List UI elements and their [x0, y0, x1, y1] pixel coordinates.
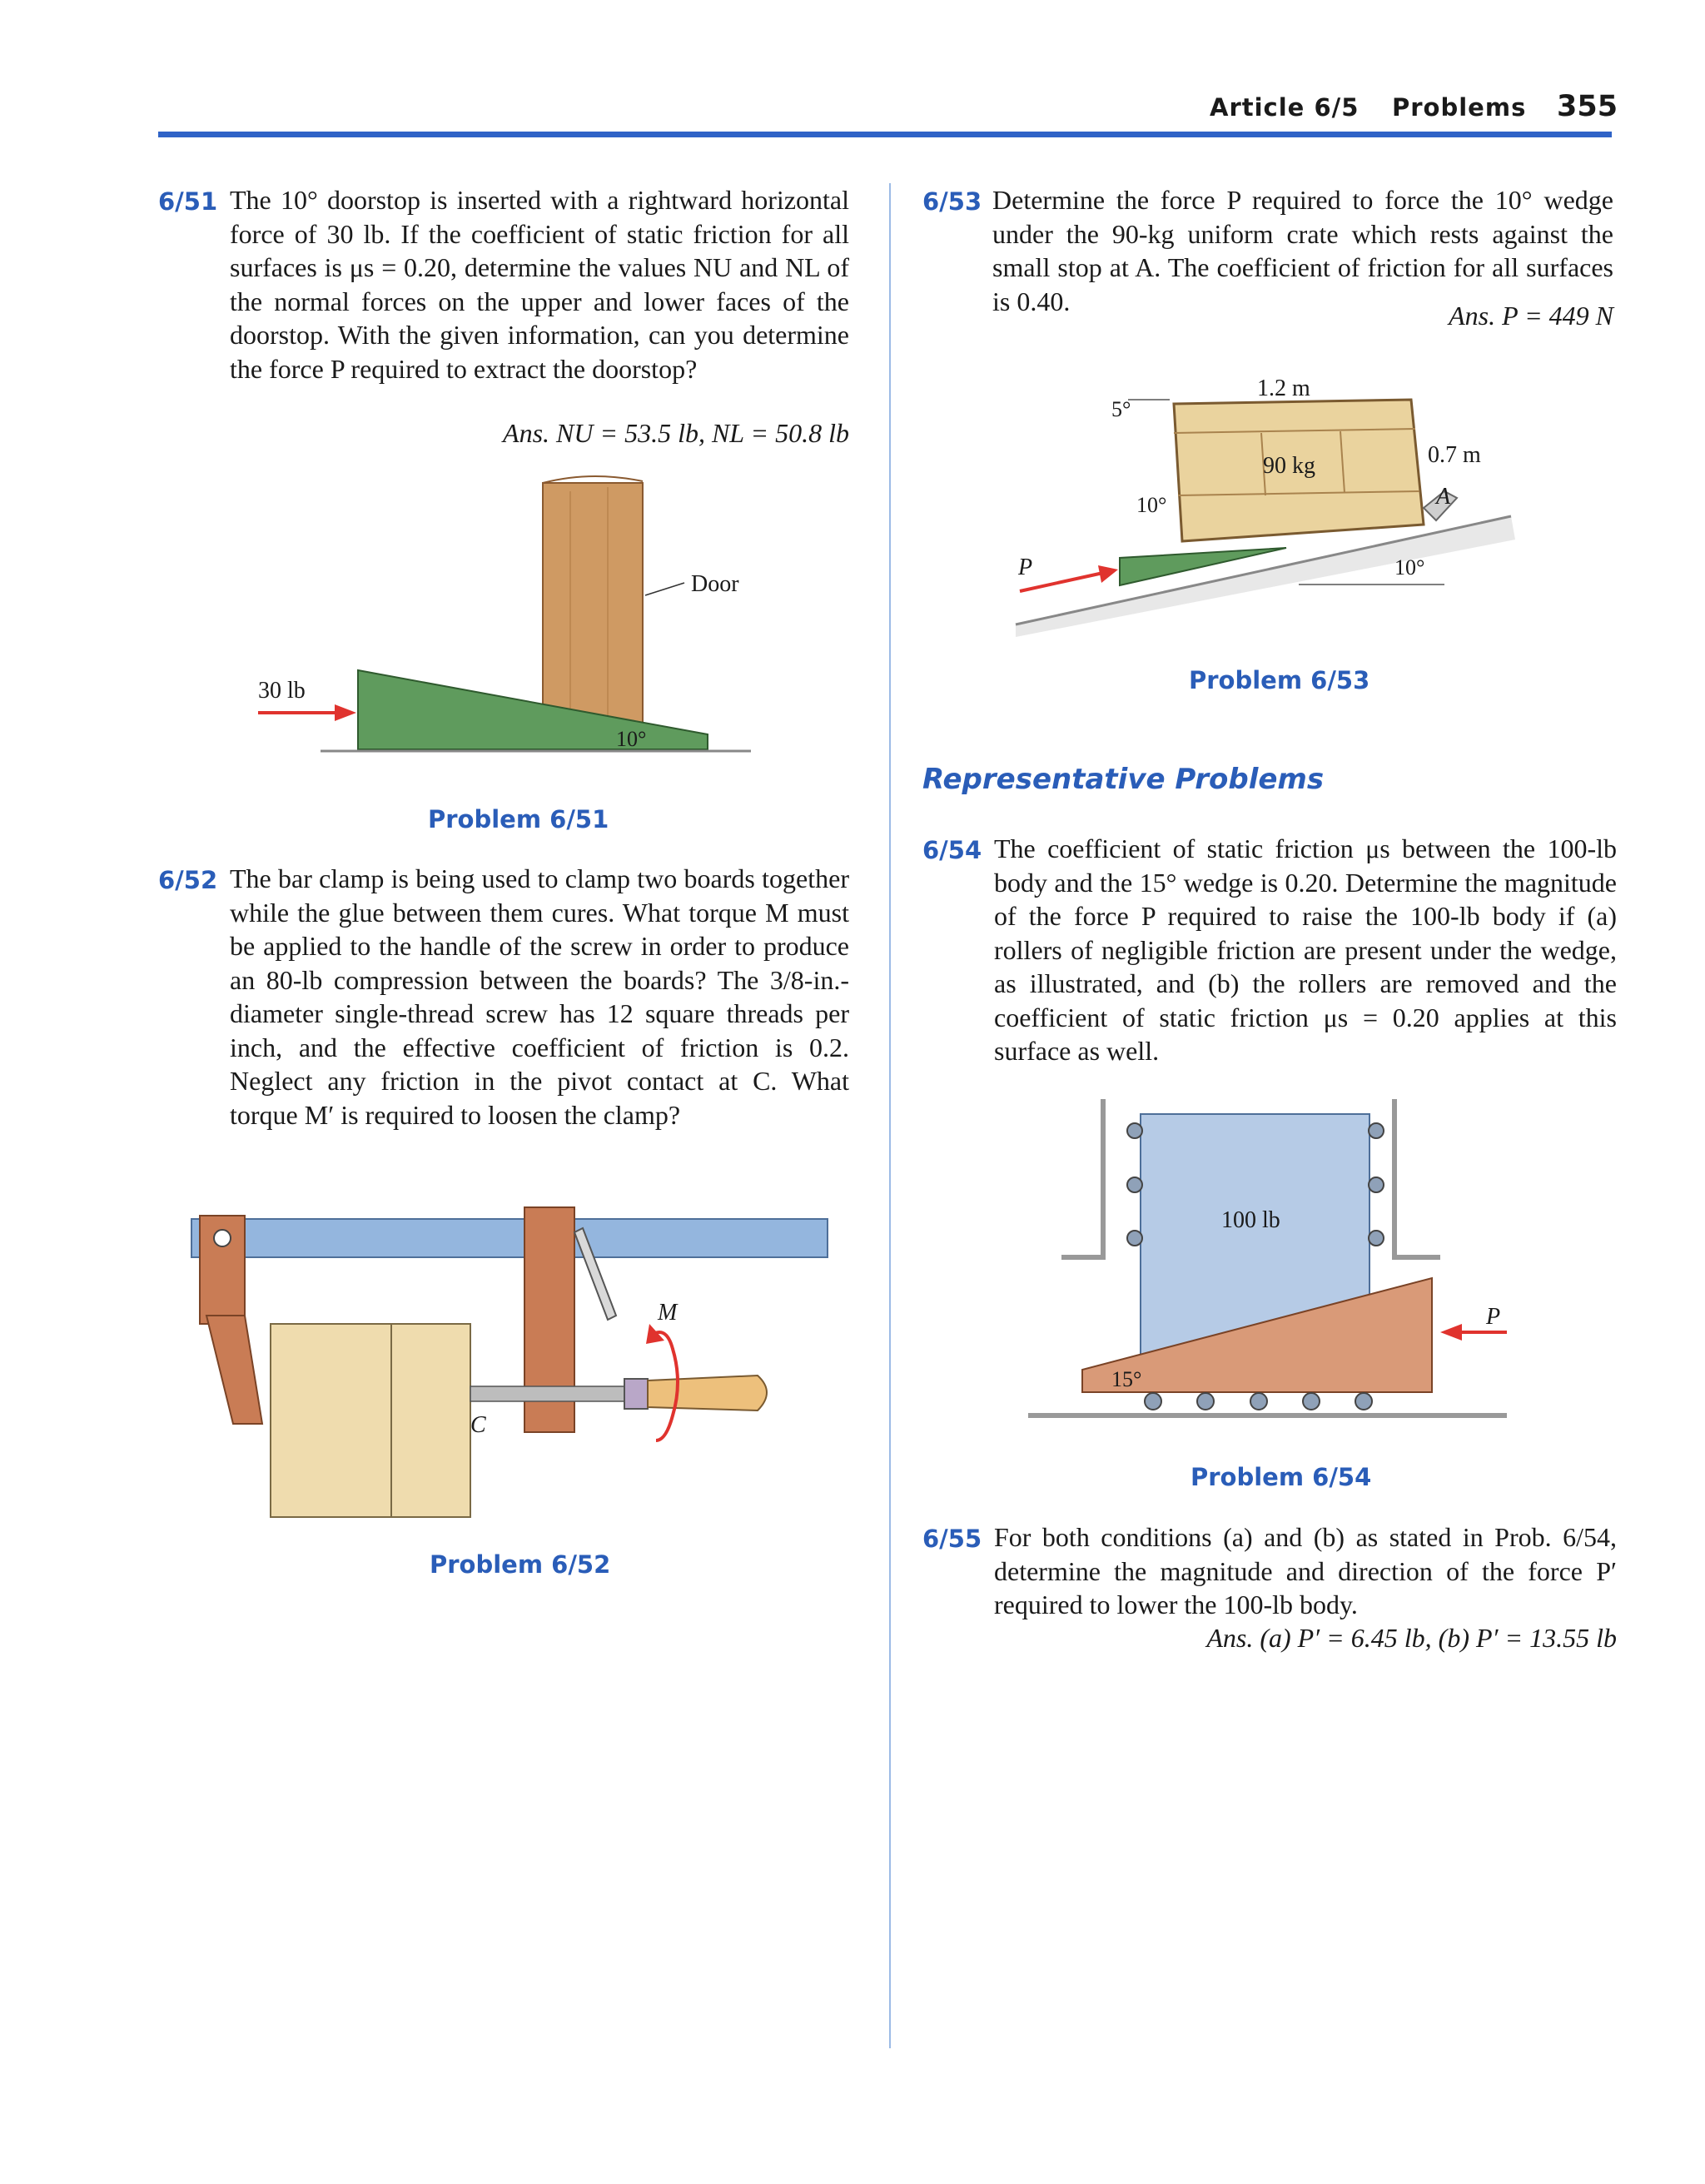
problem-text: The 10° doorstop is inserted with a rightward horizontal force of 30 lb. If the coefficient of static friction for all surfaces is μs = 0.20, determine the values NU and NL of the normal forces on the upper and lower faces of the doorstop. With the given information, can you determine the force P required to extract the doorstop?	[230, 185, 849, 384]
problem-text: The coefficient of static friction μs between the 100-lb body and the 15° wedge is 0.20. Determine the magnitude of the force P required to raise the 100-lb body if (a) rollers of negligible friction are present under the wedge, as illustrated, and (b) the rollers are removed and the coefficient of static friction μs = 0.20 applies at this surface as well.	[994, 833, 1617, 1066]
problem-number: 6/53	[922, 187, 982, 216]
width-label: 1.2 m	[1257, 376, 1310, 401]
stop-label: A	[1436, 484, 1451, 510]
header-rule	[158, 132, 1612, 137]
door-panel	[543, 483, 643, 724]
board-left	[271, 1324, 391, 1517]
answer-6-53: Ans. P = 449 N	[1449, 301, 1613, 331]
height-label: 0.7 m	[1428, 442, 1481, 468]
roller-icon	[1197, 1393, 1214, 1410]
running-header-article: Article 6/5	[1210, 93, 1360, 122]
door-top-edge	[543, 476, 643, 483]
roller-icon	[1369, 1231, 1384, 1246]
left-wall	[1061, 1099, 1103, 1257]
mass-label: 90 kg	[1263, 453, 1315, 479]
running-header-section: Problems	[1392, 93, 1527, 122]
roller-icon	[1355, 1393, 1372, 1410]
bottom-rollers	[1145, 1393, 1372, 1410]
figure-doorstop	[241, 466, 783, 783]
clamp-bar	[191, 1219, 828, 1257]
roller-icon	[1369, 1177, 1384, 1192]
caption-6-51: Problem 6/51	[428, 805, 609, 833]
door-label: Door	[691, 571, 739, 597]
force-arrowhead	[335, 704, 356, 721]
caption-6-52: Problem 6/52	[430, 1550, 611, 1579]
right-wall	[1394, 1099, 1440, 1257]
problem-text: For both conditions (a) and (b) as stated in Prob. 6/54, determine the magnitude and direction of the force P′ required to lower the 100-lb body.	[994, 1522, 1617, 1619]
torque-label: M	[658, 1300, 678, 1326]
roller-icon	[1127, 1123, 1142, 1138]
force-arrowhead	[1098, 565, 1118, 583]
problem-number: 6/54	[922, 836, 982, 864]
column-divider	[889, 183, 891, 2048]
figure-body-wedge-rollers	[1024, 1091, 1524, 1440]
force-arrowhead	[1440, 1324, 1462, 1341]
figure-bar-clamp	[183, 1182, 833, 1532]
doorstop-wedge	[358, 670, 708, 749]
wedge-angle-label: 10°	[1136, 493, 1167, 517]
top-angle-label: 5°	[1111, 397, 1131, 421]
roller-icon	[1127, 1177, 1142, 1192]
caption-6-54: Problem 6/54	[1191, 1463, 1372, 1491]
angle-label: 10°	[616, 727, 647, 751]
problem-text: Determine the force P required to force the 10° wedge under the 90-kg uniform crate which rests against the small stop at A. The coefficient of friction for all surfaces is 0.40.	[992, 185, 1613, 316]
answer-6-55: Ans. (a) P′ = 6.45 lb, (b) P′ = 13.55 lb	[1206, 1623, 1617, 1653]
slope-angle-label: 10°	[1394, 555, 1425, 580]
roller-icon	[1303, 1393, 1320, 1410]
screw-ferrule	[624, 1379, 648, 1409]
fixed-jaw-arm	[206, 1316, 262, 1424]
jaw-pin	[214, 1230, 231, 1246]
screw-thread	[470, 1386, 637, 1401]
force-label: 30 lb	[258, 678, 306, 704]
body-label: 100 lb	[1221, 1207, 1280, 1233]
answer-6-51: Ans. NU = 53.5 lb, NL = 50.8 lb	[503, 418, 849, 448]
force-label: P	[1018, 555, 1033, 580]
angle-label: 15°	[1111, 1367, 1142, 1391]
roller-icon	[1127, 1231, 1142, 1246]
screw-handle	[648, 1376, 767, 1410]
door-leader	[645, 583, 684, 595]
caption-6-53: Problem 6/53	[1189, 666, 1370, 694]
force-label: P	[1486, 1304, 1501, 1330]
section-title-representative: Representative Problems	[922, 763, 1325, 796]
problem-text: The bar clamp is being used to clamp two boards together while the glue between them cures. What torque M must be applied to the handle of the screw in order to produce an 80-lb compression between the boards? The 3/8-in.-diameter single-thread screw has 12 square threads per inch, and the effective coefficient of friction is 0.2. Neglect any friction in the pivot contact at C. What torque M′ is required to loosen the clamp?	[230, 863, 849, 1130]
roller-icon	[1250, 1393, 1267, 1410]
pivot-label: C	[470, 1412, 486, 1438]
figure-crate-wedge	[1012, 350, 1528, 649]
problem-number: 6/52	[158, 866, 218, 894]
page-number: 355	[1557, 90, 1618, 123]
roller-icon	[1369, 1123, 1384, 1138]
board-right	[391, 1324, 470, 1517]
problem-number: 6/55	[922, 1525, 982, 1553]
roller-icon	[1145, 1393, 1161, 1410]
problem-number: 6/51	[158, 187, 218, 216]
